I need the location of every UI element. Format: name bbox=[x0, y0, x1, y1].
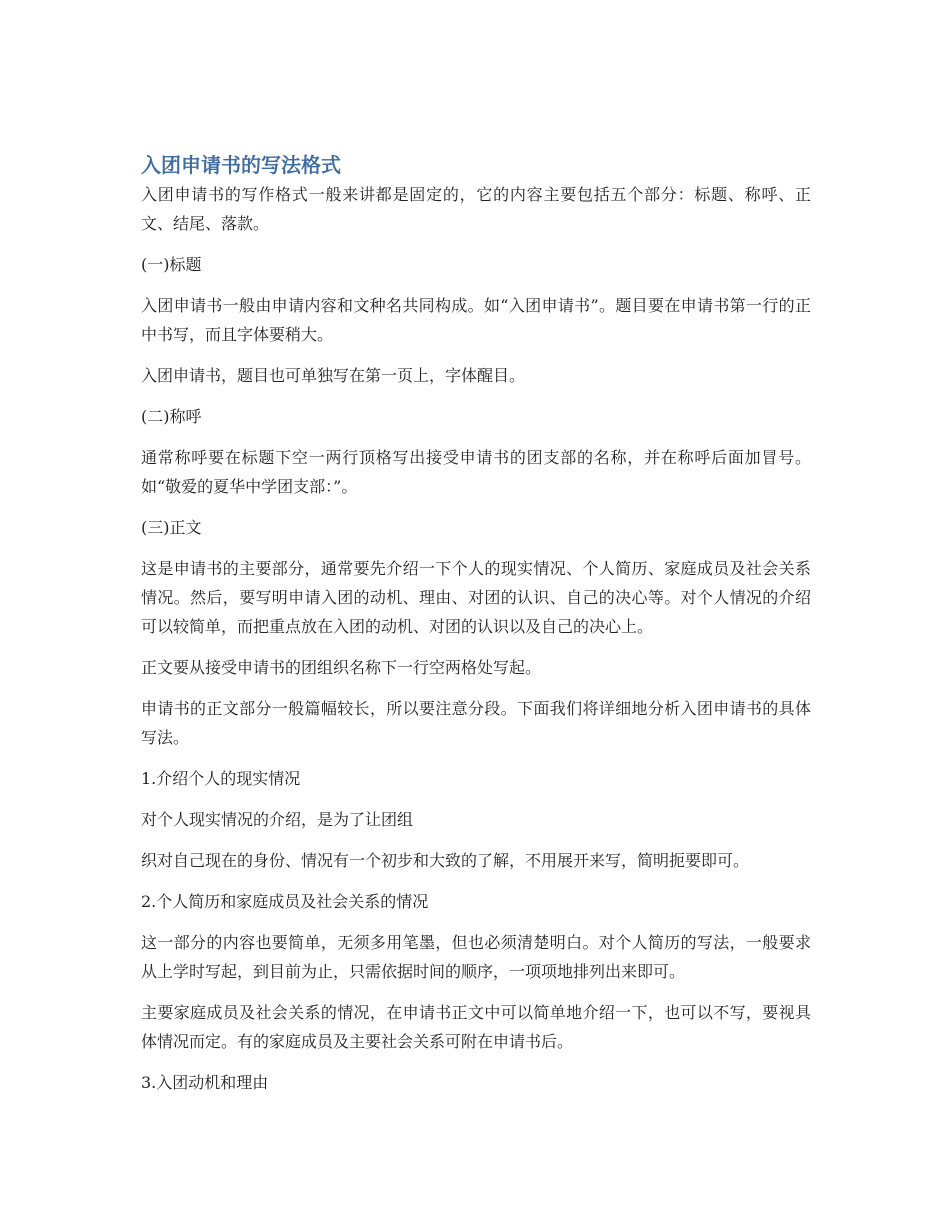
subheading-motivation: 3.入团动机和理由 bbox=[141, 1073, 269, 1092]
paragraph: 入团申请书一般由申请内容和文种名共同构成。如“入团申请书”。题目要在申请书第一行的正中书写，而且字体要稍大。 bbox=[141, 296, 811, 344]
document-title: 入团申请书的写法格式 bbox=[141, 153, 341, 177]
paragraph: 主要家庭成员及社会关系的情况，在申请书正文中可以简单地介绍一下，也可以不写，要视具体情况而定。有的家庭成员及主要社会关系可附在申请书后。 bbox=[141, 1003, 811, 1051]
paragraph: 对个人现实情况的介绍，是为了让团组 bbox=[141, 810, 414, 829]
paragraph: 这一部分的内容也要简单，无须多用笔墨，但也必须清楚明白。对个人简历的写法，一般要求从上学时写起，到目前为止，只需依据时间的顺序，一项项地排列出来即可。 bbox=[141, 933, 811, 981]
paragraph: 正文要从接受申请书的团组织名称下一行空两格处写起。 bbox=[141, 658, 542, 677]
section-heading-body: (三)正文 bbox=[141, 518, 202, 537]
subheading-resume-family: 2.个人简历和家庭成员及社会关系的情况 bbox=[141, 892, 429, 911]
paragraph: 申请书的正文部分一般篇幅较长，所以要注意分段。下面我们将详细地分析入团申请书的具体写法。 bbox=[141, 699, 811, 747]
subheading-personal-situation: 1.介绍个人的现实情况 bbox=[141, 769, 301, 788]
paragraph: 这是申请书的主要部分，通常要先介绍一下个人的现实情况、个人简历、家庭成员及社会关系情况。然后，要写明申请入团的动机、理由、对团的认识、自己的决心等。对个人情况的介绍可以较简单，而把重点放在入团的动机、对团的认识以及自己的决心上。 bbox=[141, 559, 811, 636]
section-heading-title: (一)标题 bbox=[141, 255, 202, 274]
paragraph: 入团申请书，题目也可单独写在第一页上，字体醒目。 bbox=[141, 366, 526, 385]
paragraph-intro: 入团申请书的写作格式一般来讲都是固定的，它的内容主要包括五个部分：标题、称呼、正文、结尾、落款。 bbox=[141, 185, 811, 233]
paragraph: 通常称呼要在标题下空一两行顶格写出接受申请书的团支部的名称，并在称呼后面加冒号。如“敬爱的夏华中学团支部：”。 bbox=[141, 448, 811, 496]
document-page bbox=[141, 150, 811, 1109]
section-heading-salutation: (二)称呼 bbox=[141, 407, 202, 426]
paragraph: 织对自己现在的身份、情况有一个初步和大致的了解，不用展开来写，简明扼要即可。 bbox=[141, 851, 750, 870]
